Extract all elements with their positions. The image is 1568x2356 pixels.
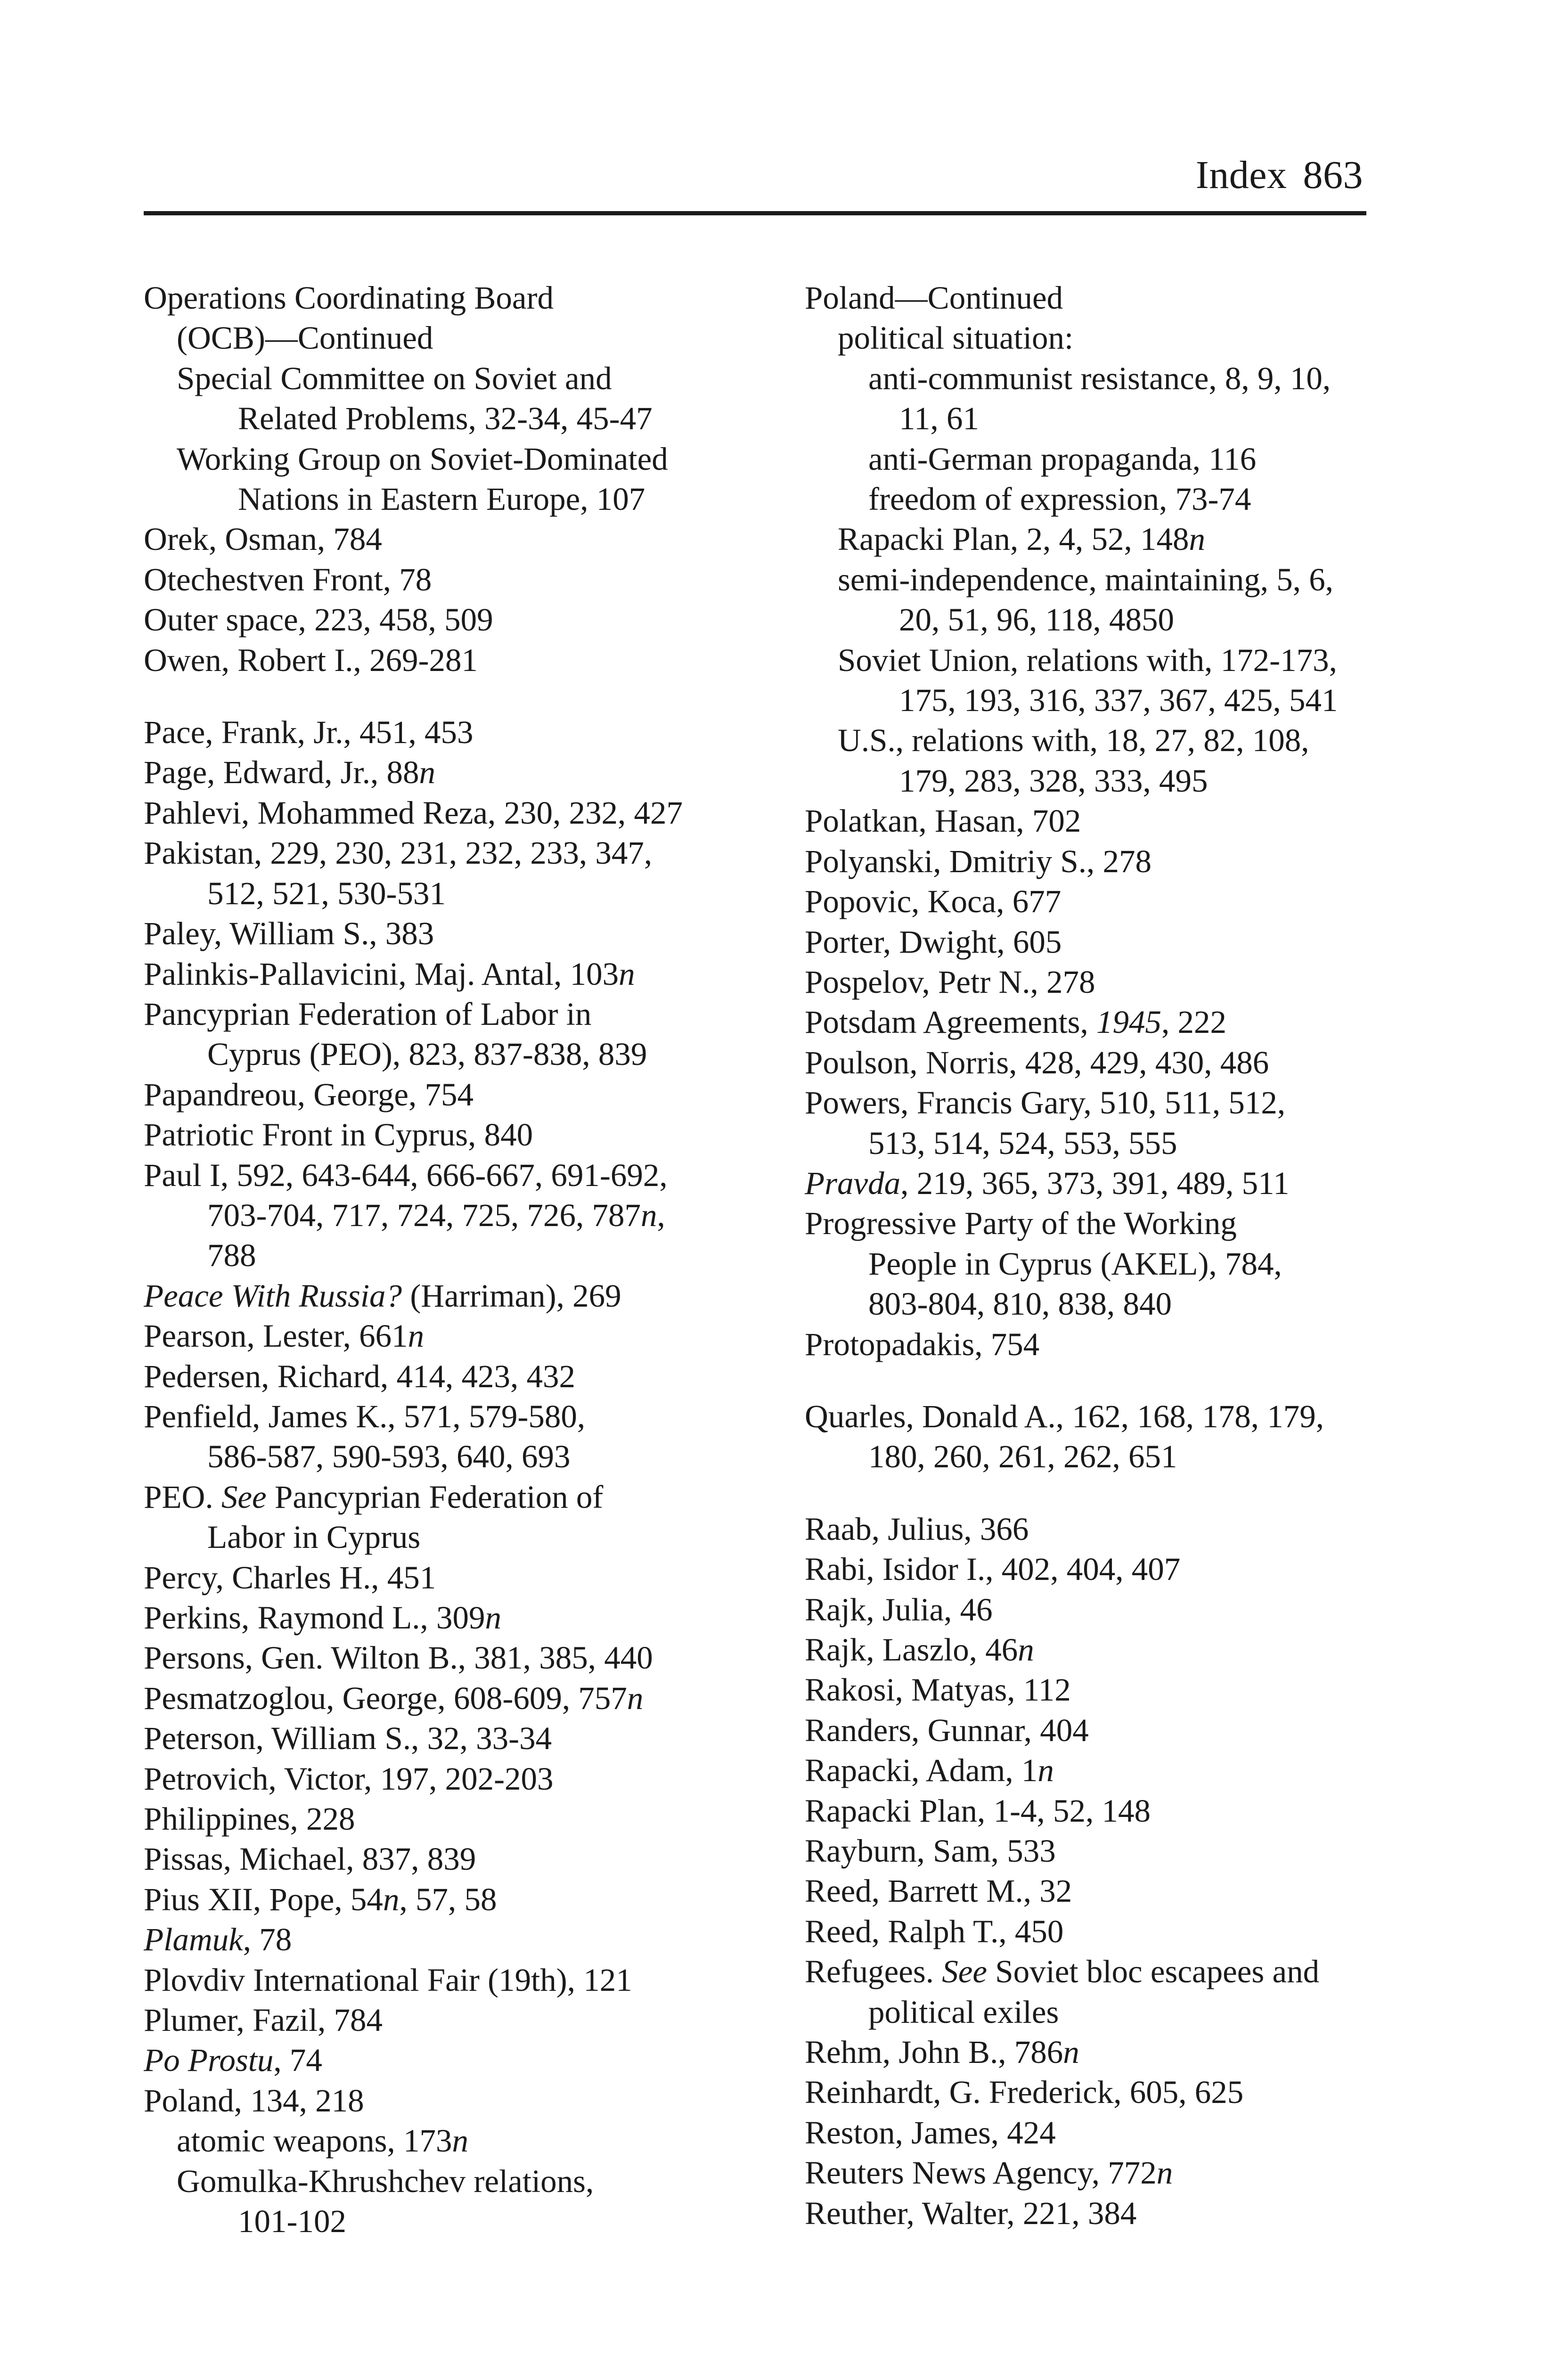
index-subentry: Soviet Union, relations with, 172-173, bbox=[838, 642, 1337, 678]
index-subentry: 703-704, 717, 724, 725, 726, 787n, bbox=[207, 1197, 665, 1233]
index-subentry: 175, 193, 316, 337, 367, 425, 541 bbox=[899, 682, 1338, 719]
index-column-right bbox=[805, 278, 1417, 2233]
index-entry: Orek, Osman, 784 bbox=[144, 521, 382, 557]
index-subentry: Labor in Cyprus bbox=[207, 1519, 421, 1555]
index-entry: Polyanski, Dmitriy S., 278 bbox=[805, 843, 1152, 879]
index-subentry: political situation: bbox=[838, 320, 1074, 356]
index-entry: Protopadakis, 754 bbox=[805, 1326, 1040, 1362]
index-subentry: Rapacki Plan, 2, 4, 52, 148n bbox=[838, 521, 1205, 557]
running-header bbox=[1196, 155, 1363, 195]
index-entry: Pakistan, 229, 230, 231, 232, 233, 347, bbox=[144, 835, 653, 871]
header-label: Index bbox=[1195, 153, 1287, 197]
section-gap bbox=[805, 1365, 1417, 1397]
page-number: 863 bbox=[1303, 153, 1363, 197]
index-entry: Randers, Gunnar, 404 bbox=[805, 1712, 1089, 1748]
index-entry: Potsdam Agreements, 1945, 222 bbox=[805, 1004, 1227, 1040]
index-subentry: (OCB)—Continued bbox=[177, 320, 433, 356]
index-entry: Quarles, Donald A., 162, 168, 178, 179, bbox=[805, 1398, 1324, 1434]
index-subentry: Gomulka-Khrushchev relations, bbox=[177, 2163, 594, 2199]
index-subentry: Working Group on Soviet-Dominated bbox=[177, 441, 668, 477]
index-entry: Poulson, Norris, 428, 429, 430, 486 bbox=[805, 1044, 1269, 1080]
header-rule bbox=[144, 211, 1366, 215]
index-entry: Petrovich, Victor, 197, 202-203 bbox=[144, 1760, 554, 1797]
index-subentry: People in Cyprus (AKEL), 784, bbox=[868, 1245, 1282, 1282]
index-entry: Popovic, Koca, 677 bbox=[805, 884, 1062, 920]
index-entry: Pius XII, Pope, 54n, 57, 58 bbox=[144, 1881, 497, 1917]
index-entry: Pahlevi, Mohammed Reza, 230, 232, 427 bbox=[144, 794, 683, 831]
index-entry: Refugees. See Soviet bloc escapees and bbox=[805, 1954, 1320, 1990]
index-entry: Plumer, Fazil, 784 bbox=[144, 2002, 383, 2038]
index-entry: Poland, 134, 218 bbox=[144, 2082, 364, 2119]
index-entry: Reed, Barrett M., 32 bbox=[805, 1873, 1072, 1909]
index-subentry: Related Problems, 32-34, 45-47 bbox=[238, 401, 653, 437]
index-entry: Persons, Gen. Wilton B., 381, 385, 440 bbox=[144, 1640, 653, 1676]
index-entry: Percy, Charles H., 451 bbox=[144, 1559, 436, 1595]
index-subentry: 11, 61 bbox=[899, 401, 979, 437]
index-entry: Rapacki Plan, 1-4, 52, 148 bbox=[805, 1792, 1151, 1829]
index-subentry: Nations in Eastern Europe, 107 bbox=[238, 481, 645, 517]
index-subentry: anti-German propaganda, 116 bbox=[868, 441, 1257, 477]
index-entry: Pancyprian Federation of Labor in bbox=[144, 996, 592, 1032]
section-gap bbox=[144, 680, 756, 712]
index-subentry: 513, 514, 524, 553, 555 bbox=[868, 1125, 1177, 1161]
index-entry: Plovdiv International Fair (19th), 121 bbox=[144, 1962, 632, 1998]
index-entry: Perkins, Raymond L., 309n bbox=[144, 1600, 501, 1636]
index-entry: Rapacki, Adam, 1n bbox=[805, 1752, 1054, 1789]
index-entry: Raab, Julius, 366 bbox=[805, 1511, 1029, 1547]
index-subentry: U.S., relations with, 18, 27, 82, 108, bbox=[838, 722, 1309, 759]
index-subentry: 788 bbox=[207, 1237, 256, 1274]
index-entry: Philippines, 228 bbox=[144, 1801, 355, 1837]
index-subentry: atomic weapons, 173n bbox=[177, 2123, 468, 2159]
index-entry: Pissas, Michael, 837, 839 bbox=[144, 1841, 476, 1877]
index-entry: Rajk, Julia, 46 bbox=[805, 1591, 993, 1628]
index-entry: Polatkan, Hasan, 702 bbox=[805, 803, 1081, 839]
index-subentry: 20, 51, 96, 118, 4850 bbox=[899, 602, 1174, 638]
index-entry: Peterson, William S., 32, 33-34 bbox=[144, 1720, 552, 1757]
index-entry: Page, Edward, Jr., 88n bbox=[144, 754, 435, 791]
index-entry: Pospelov, Petr N., 278 bbox=[805, 964, 1095, 1000]
index-entry: Papandreou, George, 754 bbox=[144, 1076, 474, 1113]
index-entry: Reston, James, 424 bbox=[805, 2114, 1056, 2151]
index-entry: Pesmatzoglou, George, 608-609, 757n bbox=[144, 1680, 644, 1716]
index-entry: Outer space, 223, 458, 509 bbox=[144, 602, 493, 638]
index-entry: Rajk, Laszlo, 46n bbox=[805, 1632, 1034, 1668]
index-entry: Pedersen, Richard, 414, 423, 432 bbox=[144, 1358, 576, 1394]
index-entry: Pravda, 219, 365, 373, 391, 489, 511 bbox=[805, 1165, 1290, 1201]
index-entry: Paul I, 592, 643-644, 666-667, 691-692, bbox=[144, 1157, 668, 1193]
index-entry: Palinkis-Pallavicini, Maj. Antal, 103n bbox=[144, 956, 635, 992]
index-subentry: 586-587, 590-593, 640, 693 bbox=[207, 1439, 571, 1475]
index-entry: Reuters News Agency, 772n bbox=[805, 2155, 1173, 2191]
index-subentry: 803-804, 810, 838, 840 bbox=[868, 1286, 1172, 1322]
index-subentry: Cyprus (PEO), 823, 837-838, 839 bbox=[207, 1036, 647, 1072]
index-entry: Powers, Francis Gary, 510, 511, 512, bbox=[805, 1085, 1286, 1121]
index-entry: Pearson, Lester, 661n bbox=[144, 1318, 425, 1354]
index-entry: Rakosi, Matyas, 112 bbox=[805, 1672, 1071, 1708]
index-entry: Rayburn, Sam, 533 bbox=[805, 1833, 1056, 1869]
index-subentry: Special Committee on Soviet and bbox=[177, 360, 612, 396]
index-entry: Pace, Frank, Jr., 451, 453 bbox=[144, 714, 474, 751]
index-entry: Rehm, John B., 786n bbox=[805, 2034, 1079, 2070]
index-entry: Reed, Ralph T., 450 bbox=[805, 1913, 1064, 1949]
index-entry: Otechestven Front, 78 bbox=[144, 561, 432, 597]
index-subentry: 180, 260, 261, 262, 651 bbox=[868, 1439, 1177, 1475]
index-entry: Reuther, Walter, 221, 384 bbox=[805, 2195, 1137, 2231]
index-subentry: 179, 283, 328, 333, 495 bbox=[899, 762, 1208, 799]
index-subentry: 512, 521, 530-531 bbox=[207, 875, 446, 911]
index-column-left bbox=[144, 278, 756, 2242]
index-entry: Progressive Party of the Working bbox=[805, 1205, 1237, 1242]
index-entry: Penfield, James K., 571, 579-580, bbox=[144, 1398, 586, 1434]
index-entry: Patriotic Front in Cyprus, 840 bbox=[144, 1117, 533, 1153]
index-entry: Po Prostu, 74 bbox=[144, 2042, 322, 2078]
index-entry: Porter, Dwight, 605 bbox=[805, 924, 1062, 960]
index-entry: Plamuk, 78 bbox=[144, 1922, 292, 1958]
index-entry: Rabi, Isidor I., 402, 404, 407 bbox=[805, 1551, 1181, 1587]
index-entry: PEO. See Pancyprian Federation of bbox=[144, 1479, 604, 1515]
index-subentry: 101-102 bbox=[238, 2203, 346, 2240]
index-entry: Operations Coordinating Board bbox=[144, 280, 554, 316]
index-subentry: freedom of expression, 73-74 bbox=[868, 481, 1251, 517]
index-entry: Peace With Russia? (Harriman), 269 bbox=[144, 1277, 621, 1314]
index-subentry: political exiles bbox=[868, 1994, 1059, 2030]
index-entry: Paley, William S., 383 bbox=[144, 916, 434, 952]
index-entry: Owen, Robert I., 269-281 bbox=[144, 642, 478, 678]
section-gap bbox=[805, 1477, 1417, 1509]
index-entry: Reinhardt, G. Frederick, 605, 625 bbox=[805, 2074, 1244, 2111]
index-subentry: semi-independence, maintaining, 5, 6, bbox=[838, 561, 1333, 597]
index-entry: Poland—Continued bbox=[805, 280, 1063, 316]
index-subentry: anti-communist resistance, 8, 9, 10, bbox=[868, 360, 1331, 396]
